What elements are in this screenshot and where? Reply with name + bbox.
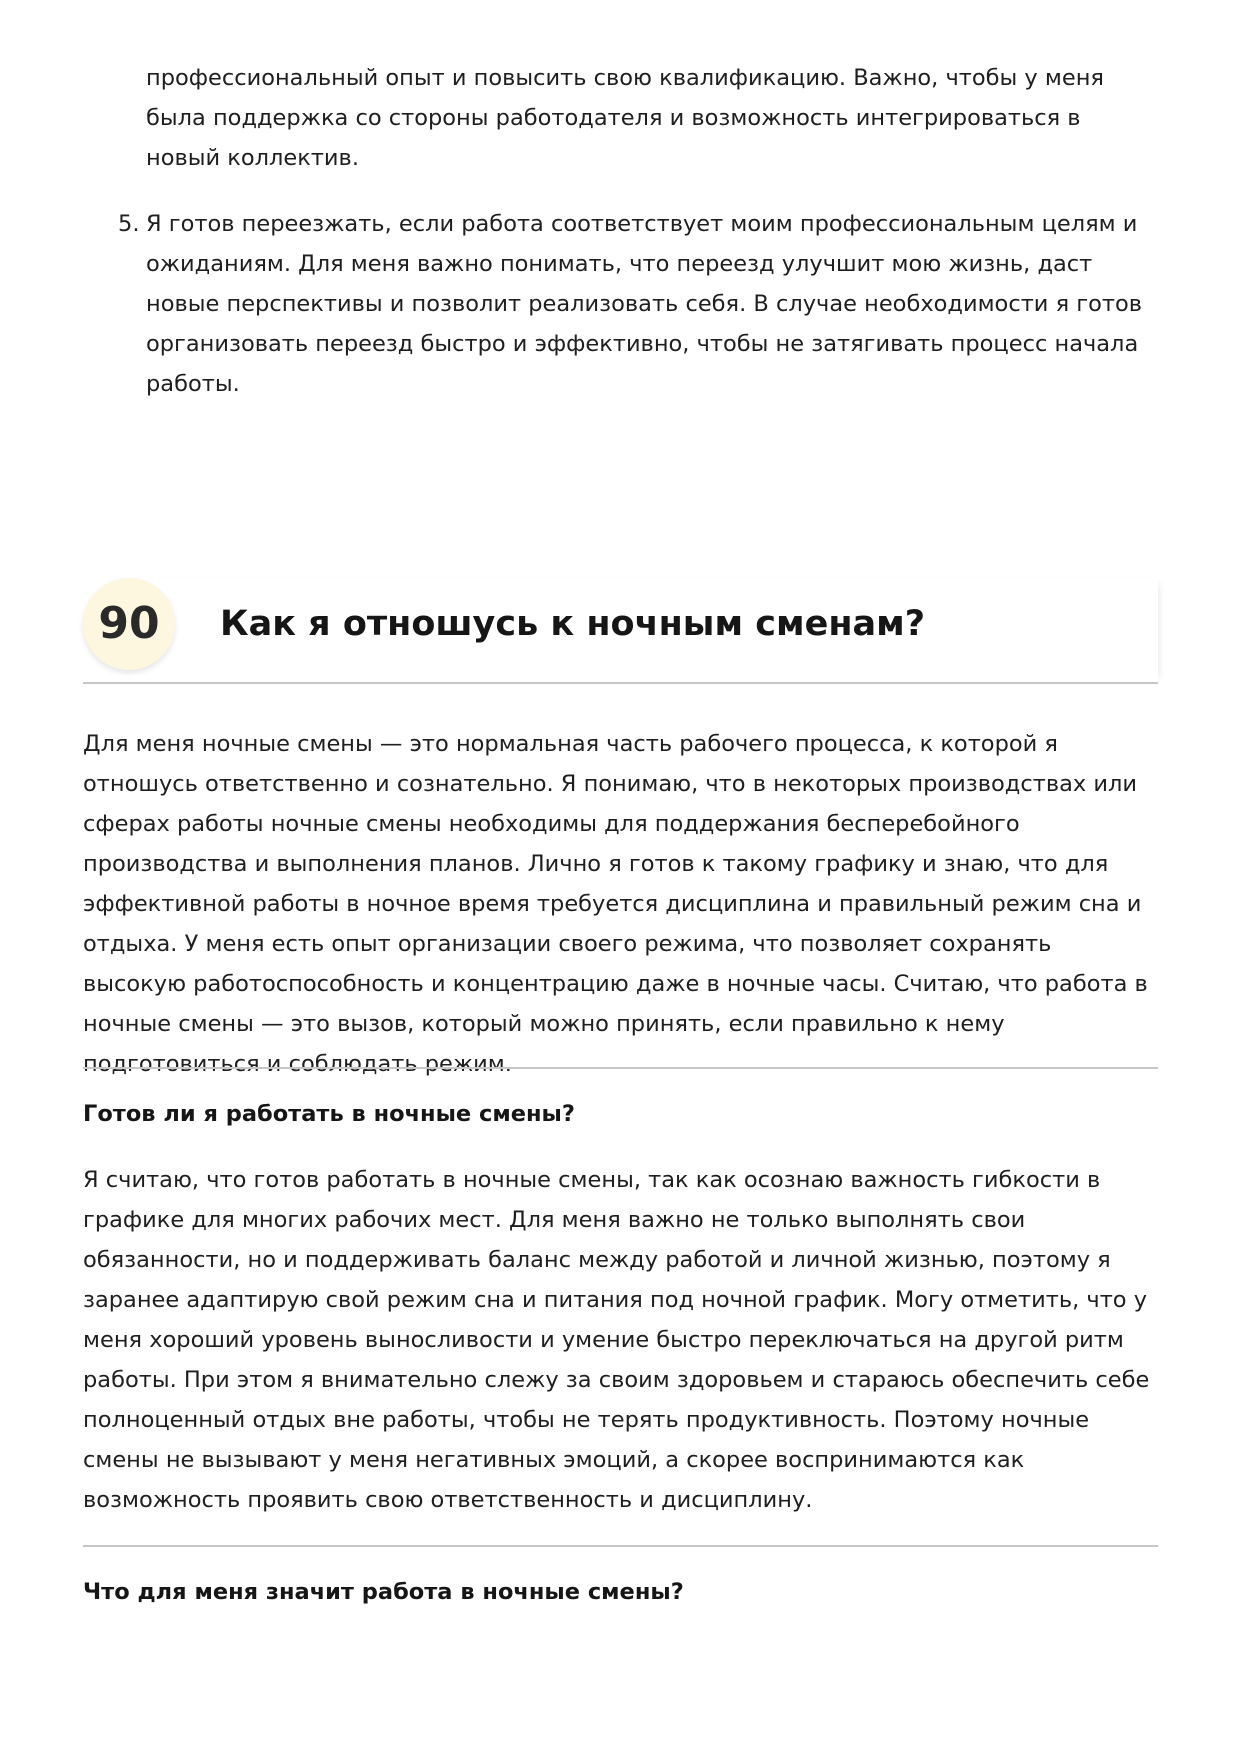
question-number-badge: 90 (83, 578, 175, 670)
subsection-heading: Готов ли я работать в ночные смены? (83, 1101, 575, 1127)
section-title: Как я отношусь к ночным сменам? (220, 604, 926, 644)
subsection-body: Я считаю, что готов работать в ночные смены, так как осознаю важность гибкости в графике для многих рабочих мест. Для меня важно не только выполнять свои обязанности, но и поддерживать баланс между работой и личной жизнью, поэтому я заранее адаптирую свой режим сна и питания под ночной график. Могу отметить, что у меня хороший уровень выносливости и умение быстро переключаться на другой ритм работы. При этом я внимательно слежу за своим здоровьем и стараюсь обеспечить себе полноценный отдых вне работы, чтобы не терять продуктивность. Поэтому ночные смены не вызывают у меня негативных эмоций, а скорее воспринимаются как возможность проявить свою ответственность и дисциплину. (83, 1167, 1150, 1513)
subsection-heading: Что для меня значит работа в ночные смены? (83, 1579, 684, 1605)
list-item-text: Я готов переезжать, если работа соответствует моим профессиональным целям и ожиданиям. Для меня важно понимать, что переезд улучшит мою жизнь, даст новые перспективы и позволит реализовать себя. В случае необходимости я готов организовать переезд быстро и эффективно, чтобы не затягивать процесс начала работы. (146, 211, 1142, 397)
list-item-4-continuation: профессиональный опыт и повысить свою квалификацию. Важно, чтобы у меня была поддержка со стороны работодателя и возможность интегрироваться в новый коллектив. (146, 65, 1104, 171)
list-marker: 5. (118, 211, 140, 237)
divider (83, 1067, 1158, 1069)
section-header (83, 578, 1158, 684)
list-item-5 (118, 204, 1146, 404)
divider (83, 1545, 1158, 1547)
section-body: Для меня ночные смены — это нормальная часть рабочего процесса, к которой я отношусь ответственно и сознательно. Я понимаю, что в некоторых производствах или сферах работы ночные смены необходимы для поддержания бесперебойного производства и выполнения планов. Лично я готов к такому графику и знаю, что для эффективной работы в ночное время требуется дисциплина и правильный режим сна и отдыха. У меня есть опыт организации своего режима, что позволяет сохранять высокую работоспособность и концентрацию даже в ночные часы. Считаю, что работа в ночные смены — это вызов, который можно принять, если правильно к нему подготовиться и соблюдать режим. (83, 731, 1148, 1077)
